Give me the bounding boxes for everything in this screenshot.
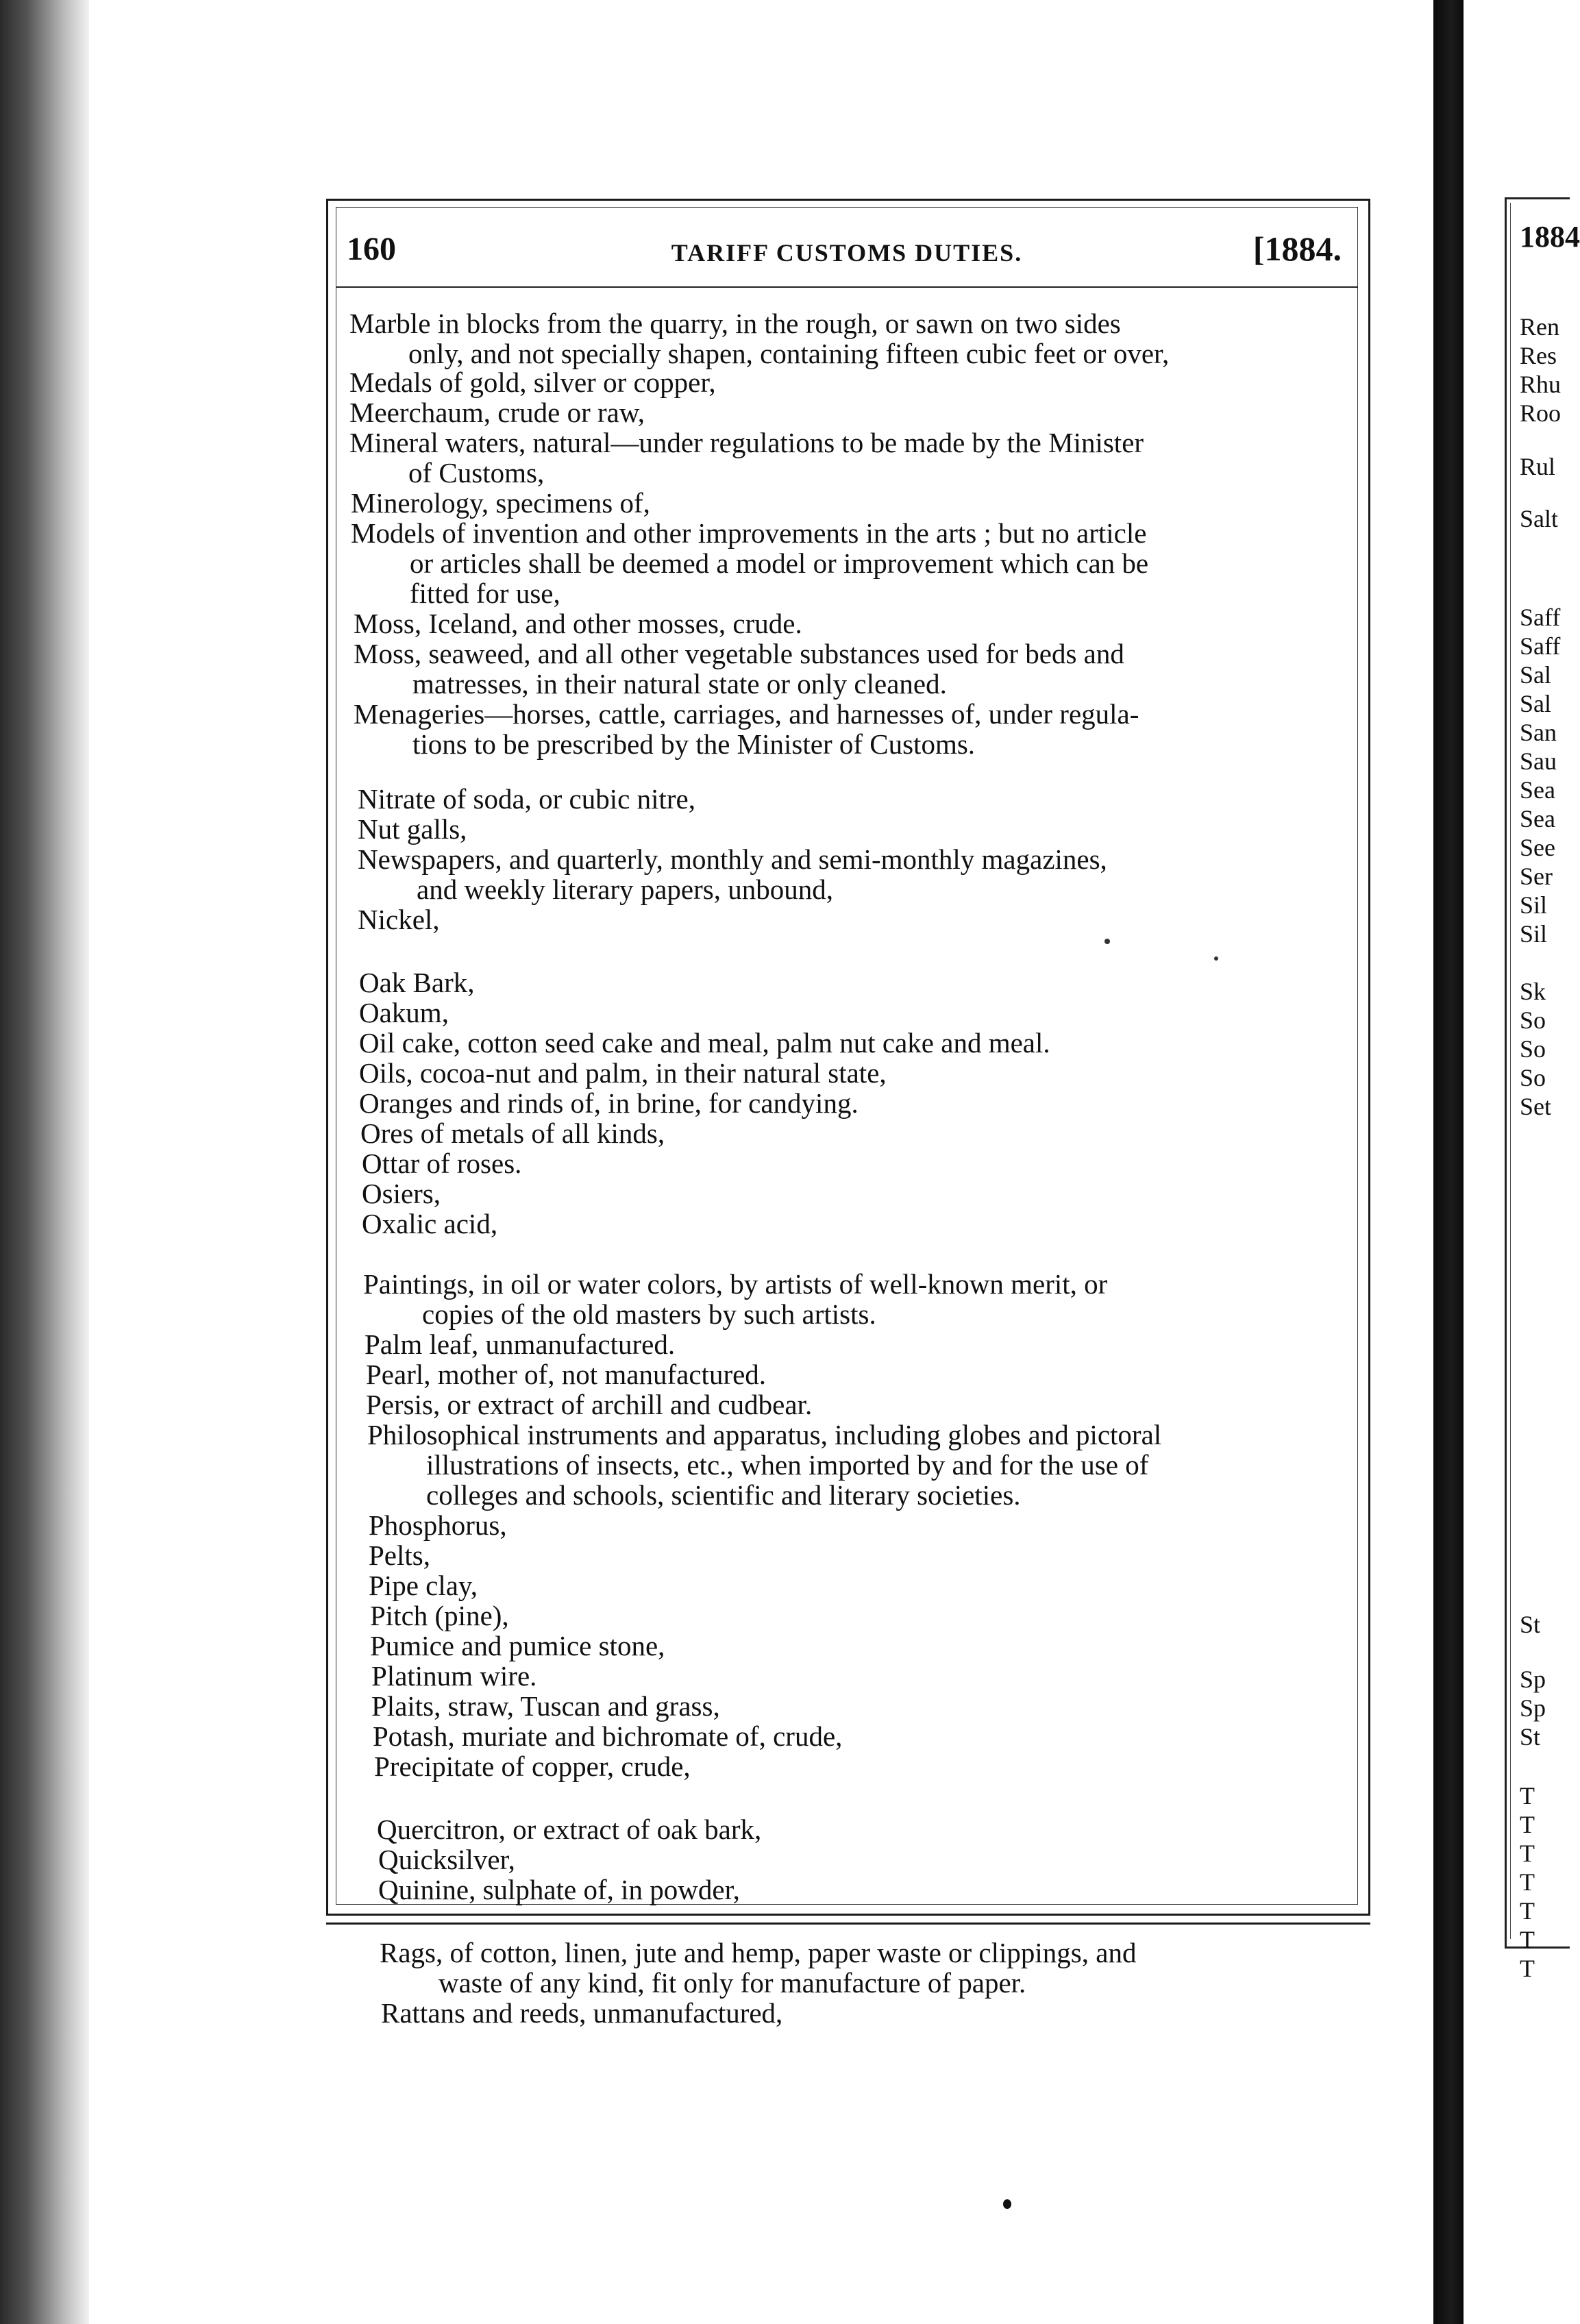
entry-line: Paintings, in oil or water colors, by artists of well-known merit, or xyxy=(363,1268,1108,1300)
print-speck xyxy=(1003,2199,1011,2209)
entry-line: Moss, Iceland, and other mosses, crude. xyxy=(354,608,802,639)
entry-line: Quinine, sulphate of, in powder, xyxy=(378,1874,740,1905)
next-page-fragment: Salt xyxy=(1520,505,1559,532)
entry-line: Oranges and rinds of, in brine, for candying. xyxy=(359,1087,859,1119)
tariff-entry xyxy=(351,518,1358,608)
entry-line: Oils, cocoa-nut and palm, in their natural state, xyxy=(359,1057,887,1089)
entry-line: Pitch (pine), xyxy=(370,1600,509,1631)
tariff-entry xyxy=(359,967,1366,998)
next-page-fragment: T xyxy=(1520,1840,1535,1867)
tariff-entry xyxy=(359,998,1366,1028)
entry-line: Nickel, xyxy=(358,904,440,935)
entry-line: Persis, or extract of archill and cudbear. xyxy=(366,1389,813,1420)
tariff-entry xyxy=(359,1028,1366,1058)
next-page-fragment: Sau xyxy=(1520,747,1557,775)
tariff-entry xyxy=(369,1540,1376,1570)
entry-line: Phosphorus, xyxy=(369,1509,507,1541)
tariff-entry xyxy=(360,1118,1368,1148)
entry-line: Mineral waters, natural—under regulations to be made by the Minister xyxy=(349,427,1144,458)
next-page-fragment: So xyxy=(1520,1035,1546,1063)
tariff-entry xyxy=(380,1938,1387,1998)
next-page-fragment: T xyxy=(1520,1897,1535,1925)
header-rule xyxy=(336,286,1358,288)
page-number: 160 xyxy=(347,231,396,267)
entry-line: Philosophical instruments and apparatus, including globes and pictoral xyxy=(367,1419,1162,1450)
tariff-entry xyxy=(370,1600,1377,1631)
entry-line: Potash, muriate and bichromate of, crude, xyxy=(373,1720,843,1752)
tariff-entry xyxy=(358,844,1365,904)
next-page-text xyxy=(1520,0,1580,2324)
next-page-fragment: Saff xyxy=(1520,632,1561,660)
entry-line: Pearl, mother of, not manufactured. xyxy=(366,1359,767,1390)
next-page-fragment: San xyxy=(1520,719,1557,746)
entry-line: Oakum, xyxy=(359,997,449,1028)
tariff-entry xyxy=(366,1389,1373,1420)
entry-continuation-line: or articles shall be deemed a model or improvement which can be xyxy=(410,547,1149,579)
tariff-entry xyxy=(358,814,1365,844)
entry-continuation-line: of Customs, xyxy=(408,457,545,489)
next-page-fragment: T xyxy=(1520,1868,1535,1896)
entry-line: Menageries—horses, cattle, carriages, and harnesses of, under regula- xyxy=(354,698,1139,730)
tariff-entry xyxy=(377,1814,1384,1844)
tariff-entry xyxy=(362,1148,1369,1178)
tariff-entry xyxy=(373,1721,1380,1751)
tariff-entry xyxy=(358,784,1365,814)
entry-line: Pelts, xyxy=(369,1540,430,1571)
tariff-entry xyxy=(369,1510,1376,1540)
entry-line: Nut galls, xyxy=(358,813,467,845)
entry-line: Oil cake, cotton seed cake and meal, palm nut cake and meal. xyxy=(359,1027,1050,1059)
tariff-entry xyxy=(371,1691,1379,1721)
next-page-fragment: Sp xyxy=(1520,1666,1546,1693)
next-page-fragment: T xyxy=(1520,1811,1535,1838)
entry-line: Ottar of roses. xyxy=(362,1148,522,1179)
tariff-entry xyxy=(378,1875,1385,1905)
next-page-fragment: Sil xyxy=(1520,891,1548,919)
entry-line: Newspapers, and quarterly, monthly and semi-monthly magazines, xyxy=(358,843,1107,875)
entry-line: Moss, seaweed, and all other vegetable substances used for beds and xyxy=(354,638,1124,669)
entry-line: Minerology, specimens of, xyxy=(351,487,650,519)
tariff-entry xyxy=(369,1570,1376,1600)
next-page-fragment: Sil xyxy=(1520,920,1548,948)
tariff-entry xyxy=(365,1329,1372,1359)
entry-line: Plaits, straw, Tuscan and grass, xyxy=(371,1690,720,1722)
tariff-entry xyxy=(366,1359,1373,1389)
scan-edge-shadow xyxy=(0,0,89,2324)
entry-line: Models of invention and other improvements in the arts ; but no article xyxy=(351,517,1147,549)
entry-continuation-line: colleges and schools, scientific and literary societies. xyxy=(426,1479,1021,1511)
next-page-fragment: Sk xyxy=(1520,978,1546,1005)
tariff-entry xyxy=(363,1269,1370,1329)
entry-line: Osiers, xyxy=(362,1178,441,1209)
tariff-entry xyxy=(351,488,1358,518)
next-page-fragment: Saff xyxy=(1520,604,1561,631)
entry-line: Palm leaf, unmanufactured. xyxy=(365,1328,676,1360)
tariff-entry xyxy=(349,397,1357,428)
next-page-fragment: T xyxy=(1520,1782,1535,1809)
next-page-fragment: So xyxy=(1520,1006,1546,1034)
entry-continuation-line: tions to be prescribed by the Minister of Customs. xyxy=(412,728,976,760)
tariff-entry xyxy=(349,308,1357,369)
entry-line: Nitrate of soda, or cubic nitre, xyxy=(358,783,695,815)
entry-line: Rattans and reeds, unmanufactured, xyxy=(381,1997,783,2029)
book-gutter xyxy=(1433,0,1464,2324)
next-page-fragment: St xyxy=(1520,1723,1541,1751)
entry-line: Pipe clay, xyxy=(369,1570,478,1601)
entry-continuation-line: only, and not specially shapen, containing fifteen cubic feet or over, xyxy=(408,338,1170,369)
tariff-entry xyxy=(359,1058,1366,1088)
next-page-fragment: Rhu xyxy=(1520,371,1562,398)
entry-line: Platinum wire. xyxy=(371,1660,537,1692)
next-page-fragment: Res xyxy=(1520,342,1557,369)
tariff-entry xyxy=(362,1209,1369,1239)
entry-continuation-line: fitted for use, xyxy=(410,578,560,609)
tariff-entry xyxy=(381,1998,1388,2028)
entry-line: Marble in blocks from the quarry, in the rough, or sawn on two sides xyxy=(349,308,1121,339)
next-page-fragment: T xyxy=(1520,1926,1535,1953)
running-title: TARIFF CUSTOMS DUTIES. xyxy=(671,239,1023,267)
tariff-entry xyxy=(354,608,1361,639)
entry-continuation-line: and weekly literary papers, unbound, xyxy=(417,874,833,905)
tariff-entry xyxy=(374,1751,1381,1781)
next-page-fragment: Set xyxy=(1520,1093,1552,1120)
print-speck xyxy=(1214,956,1218,961)
tariff-entry xyxy=(349,367,1357,397)
next-page-fragment: Roo xyxy=(1520,399,1562,427)
tariff-entry xyxy=(370,1631,1377,1661)
entry-continuation-line: copies of the old masters by such artists. xyxy=(422,1298,876,1330)
entry-continuation-line: waste of any kind, fit only for manufacture of paper. xyxy=(439,1967,1026,1999)
entry-line: Pumice and pumice stone, xyxy=(370,1630,665,1661)
tariff-entry xyxy=(358,904,1365,935)
entry-line: Oxalic acid, xyxy=(362,1208,498,1239)
entry-continuation-line: illustrations of insects, etc., when imported by and for the use of xyxy=(426,1449,1149,1481)
entry-line: Quercitron, or extract of oak bark, xyxy=(377,1814,762,1845)
next-page-fragment: Rul xyxy=(1520,453,1556,480)
entry-line: Medals of gold, silver or copper, xyxy=(349,367,716,398)
tariff-entry xyxy=(362,1178,1369,1209)
next-page-fragment: Sal xyxy=(1520,690,1552,717)
page-header xyxy=(347,217,1347,280)
page-year: [1884. xyxy=(1252,230,1342,268)
entry-line: Rags, of cotton, linen, jute and hemp, paper waste or clippings, and xyxy=(380,1937,1137,1968)
entry-continuation-line: matresses, in their natural state or only cleaned. xyxy=(412,668,947,700)
next-page-fragment: St xyxy=(1520,1611,1541,1638)
entry-line: Meerchaum, crude or raw, xyxy=(349,397,645,428)
entry-line: Ores of metals of all kinds, xyxy=(360,1117,665,1149)
next-page-fragment: 1884 xyxy=(1520,220,1580,254)
next-page-fragment: Ser xyxy=(1520,863,1553,890)
tariff-entry xyxy=(354,639,1361,699)
entry-line: Precipitate of copper, crude, xyxy=(374,1751,691,1782)
tariff-entry xyxy=(349,428,1357,488)
entry-line: Oak Bark, xyxy=(359,967,475,998)
next-page-fragment: See xyxy=(1520,834,1555,861)
tariff-entry xyxy=(354,699,1361,759)
next-page-fragment: Sp xyxy=(1520,1694,1546,1722)
frame-bottom-rule xyxy=(326,1923,1370,1925)
tariff-entry xyxy=(367,1420,1374,1510)
next-page-fragment: Sea xyxy=(1520,776,1555,804)
next-page-fragment: So xyxy=(1520,1064,1546,1091)
next-page-fragment: Sal xyxy=(1520,661,1552,689)
next-page-fragment: Ren xyxy=(1520,313,1559,341)
tariff-entry xyxy=(378,1844,1385,1875)
print-speck xyxy=(1104,939,1110,944)
entry-line: Quicksilver, xyxy=(378,1844,515,1875)
next-page-fragment: T xyxy=(1520,1955,1535,1982)
tariff-entry xyxy=(371,1661,1379,1691)
next-page-fragment: Sea xyxy=(1520,805,1555,832)
tariff-entry xyxy=(359,1088,1366,1118)
